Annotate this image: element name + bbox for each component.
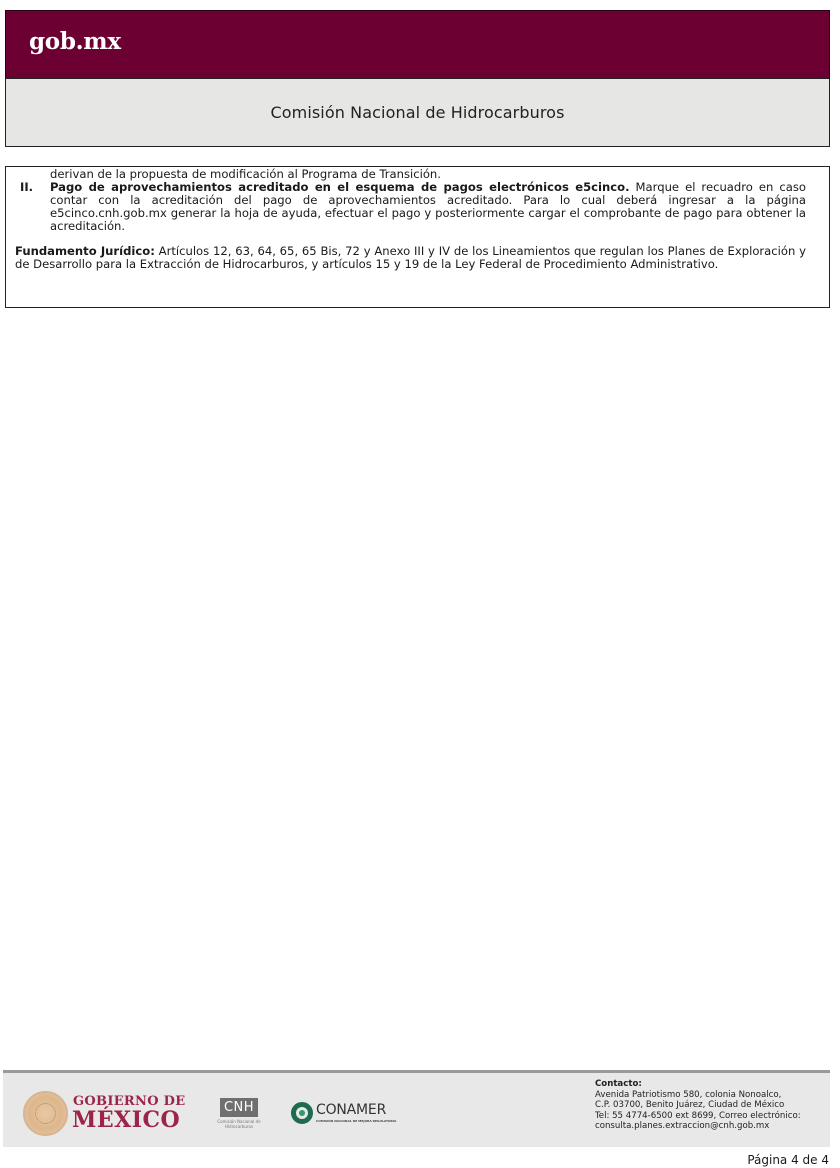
contact-title: Contacto: (595, 1079, 642, 1089)
contact-email[interactable]: consulta.planes.extraccion@cnh.gob.mx (595, 1121, 770, 1131)
item-description: Marque el recuadro en caso contar con la acreditación del pago de aprovechamientos acreditado. Para lo cual deberá ingresar a la página e5cinco.cnh.gob.mx generar la hoja de ayuda, efectuar el pago y posteriormente cargar el comprobante de pago para obtener la acreditación. (50, 180, 806, 233)
conamer-logo: CONAMER (316, 1102, 387, 1118)
gobierno-de-mexico-logo-line2: MÉXICO (72, 1107, 181, 1133)
item-title: Pago de aprovechamientos acreditado en el esquema de pagos electrónicos e5cinco. (50, 180, 630, 194)
instructions-box (5, 166, 830, 308)
contact-address-line1: Avenida Patriotismo 580, colonia Nonoalco, (595, 1089, 782, 1100)
gob-mx-logo[interactable]: gob.mx (29, 28, 121, 55)
contact-address-line2: C.P. 03700, Benito Juárez, Ciudad de México (595, 1100, 785, 1110)
item-number: II. (20, 180, 34, 194)
legal-basis-label: Fundamento Jurídico: (15, 244, 155, 258)
page-number: Página 4 de 4 (747, 1153, 829, 1167)
gob-header-bar (5, 10, 830, 79)
page-footer (3, 1070, 830, 1147)
agency-subtitle-band (5, 78, 830, 147)
contact-phone-line: Tel: 55 4774-6500 ext 8699, Correo electrónico: (595, 1110, 801, 1121)
conamer-logo-subtitle: COMISIÓN NACIONAL DE MEJORA REGULATORIA (316, 1119, 397, 1123)
gobierno-de-mexico-logo-line1: GOBIERNO DE (73, 1094, 186, 1109)
legal-basis (15, 245, 806, 271)
cnh-logo-subtitle: Comisión Nacional de Hidrocarburos (217, 1119, 261, 1129)
continuation-text: derivan de la propuesta de modificación al Programa de Transición. (50, 167, 441, 181)
agency-name: Comisión Nacional de Hidrocarburos (270, 103, 565, 122)
list-item (15, 181, 806, 233)
contact-info (595, 1079, 825, 1132)
item-body (50, 181, 806, 233)
mexico-seal-icon (23, 1091, 68, 1136)
cnh-logo: CNH (220, 1098, 258, 1117)
conamer-logo-icon (291, 1102, 313, 1124)
legal-basis-text: Artículos 12, 63, 64, 65, 65 Bis, 72 y Anexo III y IV de los Lineamientos que regulan los Planes de Exploración y de Desarrollo para la Extracción de Hidrocarburos, y artículos 15 y 19 de la Ley Federal de Procedimiento Administrativo. (15, 244, 806, 271)
